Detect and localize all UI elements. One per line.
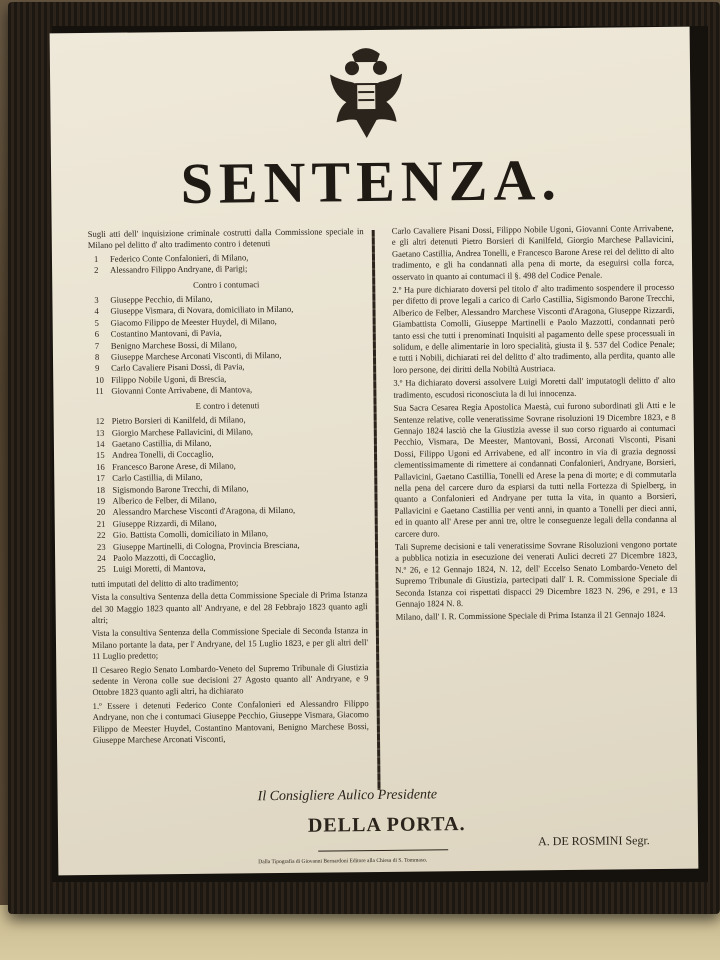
body-paragraph: Sua Sacra Cesarea Regia Apostolica Maestà, cui furono subordinati gli Atti e le Sentenze relative, colle veneratissime Sovrane risoluzioni 19 Dicembre 1823, e 8 Gennajo 1824 lasciò che la Giustizia avesse il suo corso riguardo ai contumaci Pecchio, Vismara, De Meester, Mantovani, Bossi, Arconati Visconti, Pisani Dossi, Filippo Ugoni ed Arrivabene, ed all' incontro in via di grazia degnossi clementissimamente di rimettere ai condannati Confalonieri, Andryane, Borsieri, Pallavicini, Gaetano Castillia, Tonelli ed Arese la pena di morte; e di commutarla nella pena del carcere duro da espiarsi da tutti nella Fortezza di Spielberg, in quanto a Confalonieri ed Andryane per tutta la vita, in quanto a Borsieri, Pallavicini e Gaetano Castillia per venti anni, in quanto a Tonelli per dieci anni, ed in quanto all' Arese per anni tre, oltre le conseguenze legali della condanna al carcere duro. bbox=[393, 399, 677, 539]
double-headed-eagle-coat-of-arms-icon bbox=[322, 44, 411, 145]
body-paragraph: 3.º Ha dichiarato doversi assolvere Luigi Moretti dall' imputatogli delitto d' alto tradimento, escudosi riconosciuta la di lui innocenza. bbox=[393, 375, 676, 400]
body-paragraph: Il Cesareo Regio Senato Lombardo-Veneto del Supremo Tribunale di Giustizia sedente in Verona colle sue decisioni 27 Agosto quanto all' Andryane, e 9 Ottobre 1823 quanto agli altri, ha dichiarato bbox=[92, 661, 369, 698]
list-item: 9 Carlo Cavaliere Pisani Dossi, di Pavia, bbox=[95, 361, 245, 374]
contumaci-heading: Contro i contumaci bbox=[193, 278, 260, 290]
detenuti-list bbox=[88, 251, 364, 277]
list-item: 3 Giuseppe Pecchio, di Milano, bbox=[94, 293, 213, 305]
detenuti2-heading: E contro i detenuti bbox=[195, 399, 260, 411]
contumaci-list bbox=[88, 292, 365, 398]
secretary-signature: A. DE ROSMINI Segr. bbox=[538, 833, 650, 849]
detenuti2-list bbox=[90, 413, 368, 576]
list-item: 25 Luigi Moretti, di Mantova, bbox=[97, 563, 206, 575]
left-column bbox=[88, 226, 369, 748]
list-item: 5 Giacomo Filippo de Meester Huydel, di Milano, bbox=[94, 315, 277, 328]
list-item: 7 Benigno Marchese Bossi, di Milano, bbox=[94, 339, 237, 351]
list-item: 4 Giuseppe Vismara, di Novara, domiciliato in Milano, bbox=[94, 304, 294, 317]
body-paragraph: Vista la consultiva Sentenza della detta Commissione Speciale di Prima Istanza del 30 Maggio 1823 quanto all' Andryane, e del 28 Febbrajo 1823 quanto agli altri; bbox=[91, 589, 368, 625]
body-paragraph: 1.º Essere i detenuti Federico Conte Confalonieri ed Alessandro Filippo Andryane, non che i contumaci Giuseppe Pecchio, Giuseppe Vismara, Giacomo Filippo de Meester Huydel, Costantino Mantovani, Benigno Marchese Bossi, Giuseppe Marchese Arconati Visconti, bbox=[92, 697, 369, 746]
signature-title: Il Consigliere Aulico Presidente bbox=[257, 787, 438, 805]
body-paragraph: Tali Supreme decisioni e tali veneratissime Sovrane Risoluzioni vengono portate a pubblica notizia in esecuzione dei venerati Aulici decreti 27 Dicembre 1823, N.º 26, e 12 Gennajo 1824, N. 12, dell' Eccelso Senato Lombardo-Veneto del Supremo Tribunale di Giustizia, partecipati dall' I. R. Commissione Speciale di Seconda Istanza coi rispettati dispacci 29 Dicembre 1823 N. 296, e 291, e 13 Gennajo 1824 N. 8. bbox=[394, 538, 678, 609]
body-paragraph: Vista la consultiva Sentenza della Commissione Speciale di Seconda Istanza in Milano portante la data, per l' Andryane, del 15 Luglio 1823, e per gli altri dell' 11 Luglio predetto; bbox=[91, 625, 369, 662]
list-item: 13 Giorgio Marchese Pallavicini, di Milano, bbox=[95, 425, 253, 438]
list-item: 20 Alessandro Marchese Visconti d'Aragona, di Milano, bbox=[96, 505, 296, 518]
list-item: 2 Alessandro Filippo Andryane, di Parigi; bbox=[94, 263, 248, 276]
body-paragraph: 2.º Ha pure dichiarato doversi pel titolo d' alto tradimento sospendere il processo per difetto di prove legali a carico di Carlo Castillia, Sigismondo Barone Trecchi, Alberico de Felber, Alessandro Marchese Visconti d'Aragona, Giuseppe Rizzardi, Giambattista Comolli, Giuseppe Martinelli e Paolo Mazzotti, condannati però tanto essi che tutti i prenominati Inquisiti al pagamento delle spese processuali in solidum, e delle alimentarie in loro specialità, giusta il §. 537 del Codice Penale; e tutti i Nobili, dichiarati rei del delitto d' alto tradimento, alla perdita, quanto alle loro persone, dei diritti della Nobiltà Austriaca. bbox=[392, 281, 676, 375]
list-item: 10 Filippo Nobile Ugoni, di Brescia, bbox=[95, 373, 227, 385]
document-title: SENTENZA. bbox=[180, 147, 563, 217]
list-item: 19 Alberico de Felber, di Milano, bbox=[96, 494, 217, 506]
column-divider bbox=[372, 230, 381, 790]
list-item: 22 Gio. Battista Comolli, domiciliato in Milano, bbox=[96, 528, 269, 541]
list-item: 23 Giuseppe Martinelli, di Cologna, Provincia Bresciana, bbox=[96, 539, 300, 552]
list-item: 1 Federico Conte Confalonieri, di Milano, bbox=[93, 252, 249, 264]
list-item: 17 Carlo Castillia, di Milano, bbox=[96, 471, 203, 484]
signature-name: DELLA PORTA. bbox=[307, 813, 466, 837]
proclamation-sheet bbox=[50, 27, 699, 876]
list-item: 15 Andrea Tonelli, di Coccaglio, bbox=[95, 448, 214, 461]
list-item: 11 Giovanni Conte Arrivabene, di Mantova, bbox=[95, 384, 253, 397]
list-item: 12 Pietro Borsieri di Kanilfeld, di Milano, bbox=[95, 414, 246, 427]
printer-rule bbox=[318, 849, 448, 851]
printer-imprint: Dalla Tipografia di Giovanni Bernardoni Editore alla Chiesa di S. Tommaso. bbox=[258, 857, 428, 866]
body-paragraph: Milano, dall' I. R. Commissione Speciale di Prima Istanza il 21 Gennajo 1824. bbox=[395, 609, 666, 623]
list-item: 21 Giuseppe Rizzardi, di Milano, bbox=[96, 517, 217, 529]
list-item: 18 Sigismondo Barone Trecchi, di Milano, bbox=[96, 482, 249, 495]
right-column bbox=[392, 223, 678, 626]
intro-paragraph: Sugli atti dell' inquisizione criminale costrutti dalla Commissione speciale in Milano pel delitto d' alto tradimento contro i detenuti bbox=[87, 226, 364, 251]
list-item: 6 Costantino Mantovani, di Pavia, bbox=[94, 327, 222, 340]
list-item: 24 Paolo Mazzotti, di Coccaglio, bbox=[97, 551, 216, 563]
list-item: 16 Francesco Barone Arese, di Milano, bbox=[96, 460, 236, 472]
list-item: 8 Giuseppe Marchese Arconati Visconti, di Milano, bbox=[94, 350, 282, 362]
list-item: 14 Gaetano Castillia, di Milano, bbox=[95, 437, 212, 449]
body-paragraph: tutti imputati del delitto di alto tradimento; bbox=[91, 577, 239, 589]
body-paragraph: Carlo Cavaliere Pisani Dossi, Filippo Nobile Ugoni, Giovanni Conte Arrivabene, e gli altri detenuti Pietro Borsieri di Kanilfeld, Giorgio Marchese Pallavicini, Gaetano Castillia, Andrea Tonelli, e Francesco Barone Arese rei del delitto di alto tradimento, e gli ha condannati alla pena di morte, da eseguirsi colla forca, osservato in quanto ai contumaci il §. 498 del Codice Penale. bbox=[391, 222, 675, 282]
